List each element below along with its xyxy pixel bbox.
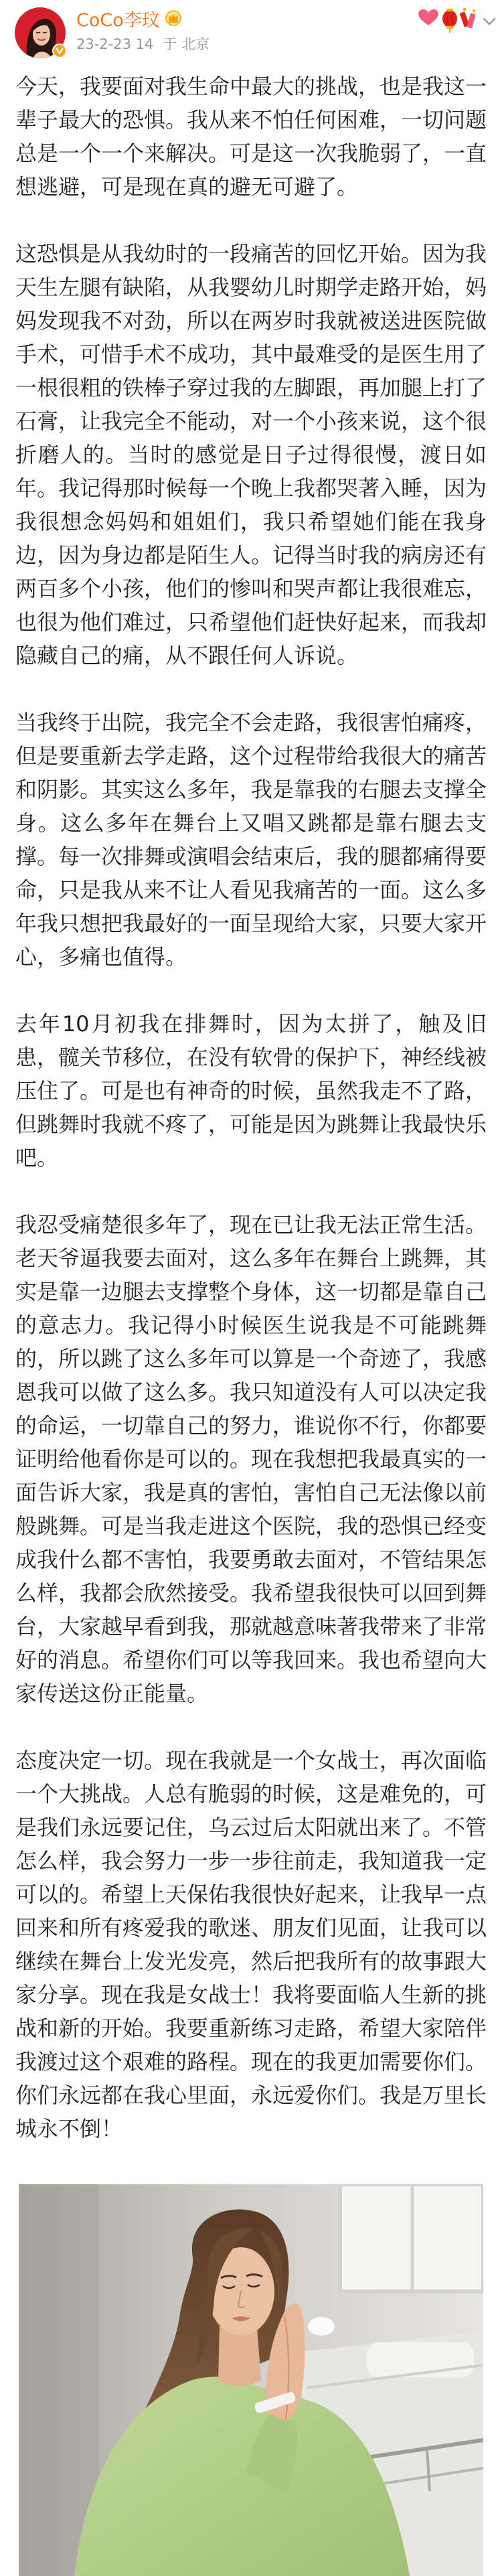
window xyxy=(340,2184,483,2291)
post-paragraph: 当我终于出院，我完全不会走路，我很害怕痛疼，但是要重新去学走路，这个过程带给我很大的痛苦和阴影。其实这么多年，我是靠我的右腿去支撑全身。这么多年在舞台上又唱又跳都是靠右腿去支撑。每一次排舞或演唱会结束后，我的腿都痛得要命，只是我从来不让人看见我痛苦的一面。这么多年我只想把我最好的一面呈现给大家，只要大家开心，多痛也值得。 xyxy=(15,710,487,970)
post-location: 于 北京 xyxy=(163,36,210,52)
author-meta xyxy=(76,5,210,54)
post-paragraph: 我忍受痛楚很多年了，现在已让我无法正常生活。老天爷逼我要去面对，这么多年在舞台上跳舞，其实是靠一边腿去支撑整个身体，这一切都是靠自己的意志力。我记得小时候医生说我是不可能跳舞的，所以跳了这么多年可以算是一个奇迹了，我感恩我可以做了这么多。我只知道没有人可以决定我的命运，一切靠自己的努力，谁说你不行，你都要证明给他看你是可以的。现在我想把我最真实的一面告诉大家，我是真的害怕，害怕自己无法像以前般跳舞。可是当我走进这个医院，我的恐惧已经变成我什么都不害怕，我要勇敢去面对，不管结果怎么样，我都会欣然接受。我希望我很快可以回到舞台，大家越早看到我，那就越意味著我带来了非常好的消息。希望你们可以等我回来。我也希望向大家传送这份正能量。 xyxy=(15,1212,487,1706)
author-name-row xyxy=(76,5,210,31)
chevron-down-icon[interactable] xyxy=(482,16,497,27)
post-photo[interactable] xyxy=(19,2184,483,2576)
avatar[interactable] xyxy=(15,7,66,58)
post-meta xyxy=(76,33,210,54)
post-paragraph: 去年10月初我在排舞时，因为太拼了，触及旧患，髋关节移位，在没有软骨的保护下，神经线被压住了。可是也有神奇的时候，虽然我走不了路，但跳舞时我就不疼了，可能是因为跳舞让我最快乐吧。 xyxy=(15,1011,487,1170)
author-name[interactable]: CoCo李玟 xyxy=(76,9,160,31)
post-content xyxy=(0,64,502,2145)
festive-sticker-icon xyxy=(416,5,478,33)
post-paragraph: 态度决定一切。现在我就是一个女战士，再次面临一个大挑战。人总有脆弱的时候，这是难免的，可是我们永远要记住，乌云过后太阳就出来了。不管怎么样，我会努力一步一步往前走，我知道我一定可以的。希望上天保佑我很快好起来，让我早一点回来和所有疼爱我的歌迷、朋友们见面，让我可以继续在舞台上发光发亮，然后把我所有的故事跟大家分享。现在我是女战士！我将要面临人生新的挑战和新的开始。我要重新练习走路，希望大家陪伴我渡过这个艰难的路程。现在的我更加需要你们。你们永远都在我心里面，永远爱你们。我是万里长城永不倒！ xyxy=(15,1748,487,2141)
post-paragraph: 今天，我要面对我生命中最大的挑战，也是我这一辈子最大的恐惧。我从来不怕任何困难，一切问题总是一个一个来解决。可是这一次我脆弱了，一直想逃避，可是现在真的避无可避了。 xyxy=(15,74,487,200)
post-photo-image xyxy=(19,2184,483,2576)
post-header xyxy=(0,0,502,64)
crown-icon[interactable] xyxy=(164,10,183,26)
post-time: 23-2-23 14 xyxy=(76,36,154,52)
post-paragraph: 这恐惧是从我幼时的一段痛苦的回忆开始。因为我天生左腿有缺陷，从我婴幼儿时期学走路开始，妈妈发现我不对劲，所以在两岁时我就被送进医院做手术，可惜手术不成功，其中最难受的是医生用了一根很粗的铁棒子穿过我的左脚跟，再加腿上打了石膏，让我完全不能动，对一个小孩来说，这个很折磨人的。当时的感觉是日子过得很慢，渡日如年。我记得那时候每一个晚上我都哭著入睡，因为我很想念妈妈和姐姐们，我只希望她们能在我身边，因为身边都是陌生人。记得当时我的病房还有两百多个小孩，他们的惨叫和哭声都让我很难忘，也很为他们难过，只希望他们赶快好起来，而我却隐藏自己的痛，从不跟任何人诉说。 xyxy=(15,241,487,668)
verified-badge-icon xyxy=(52,44,67,58)
